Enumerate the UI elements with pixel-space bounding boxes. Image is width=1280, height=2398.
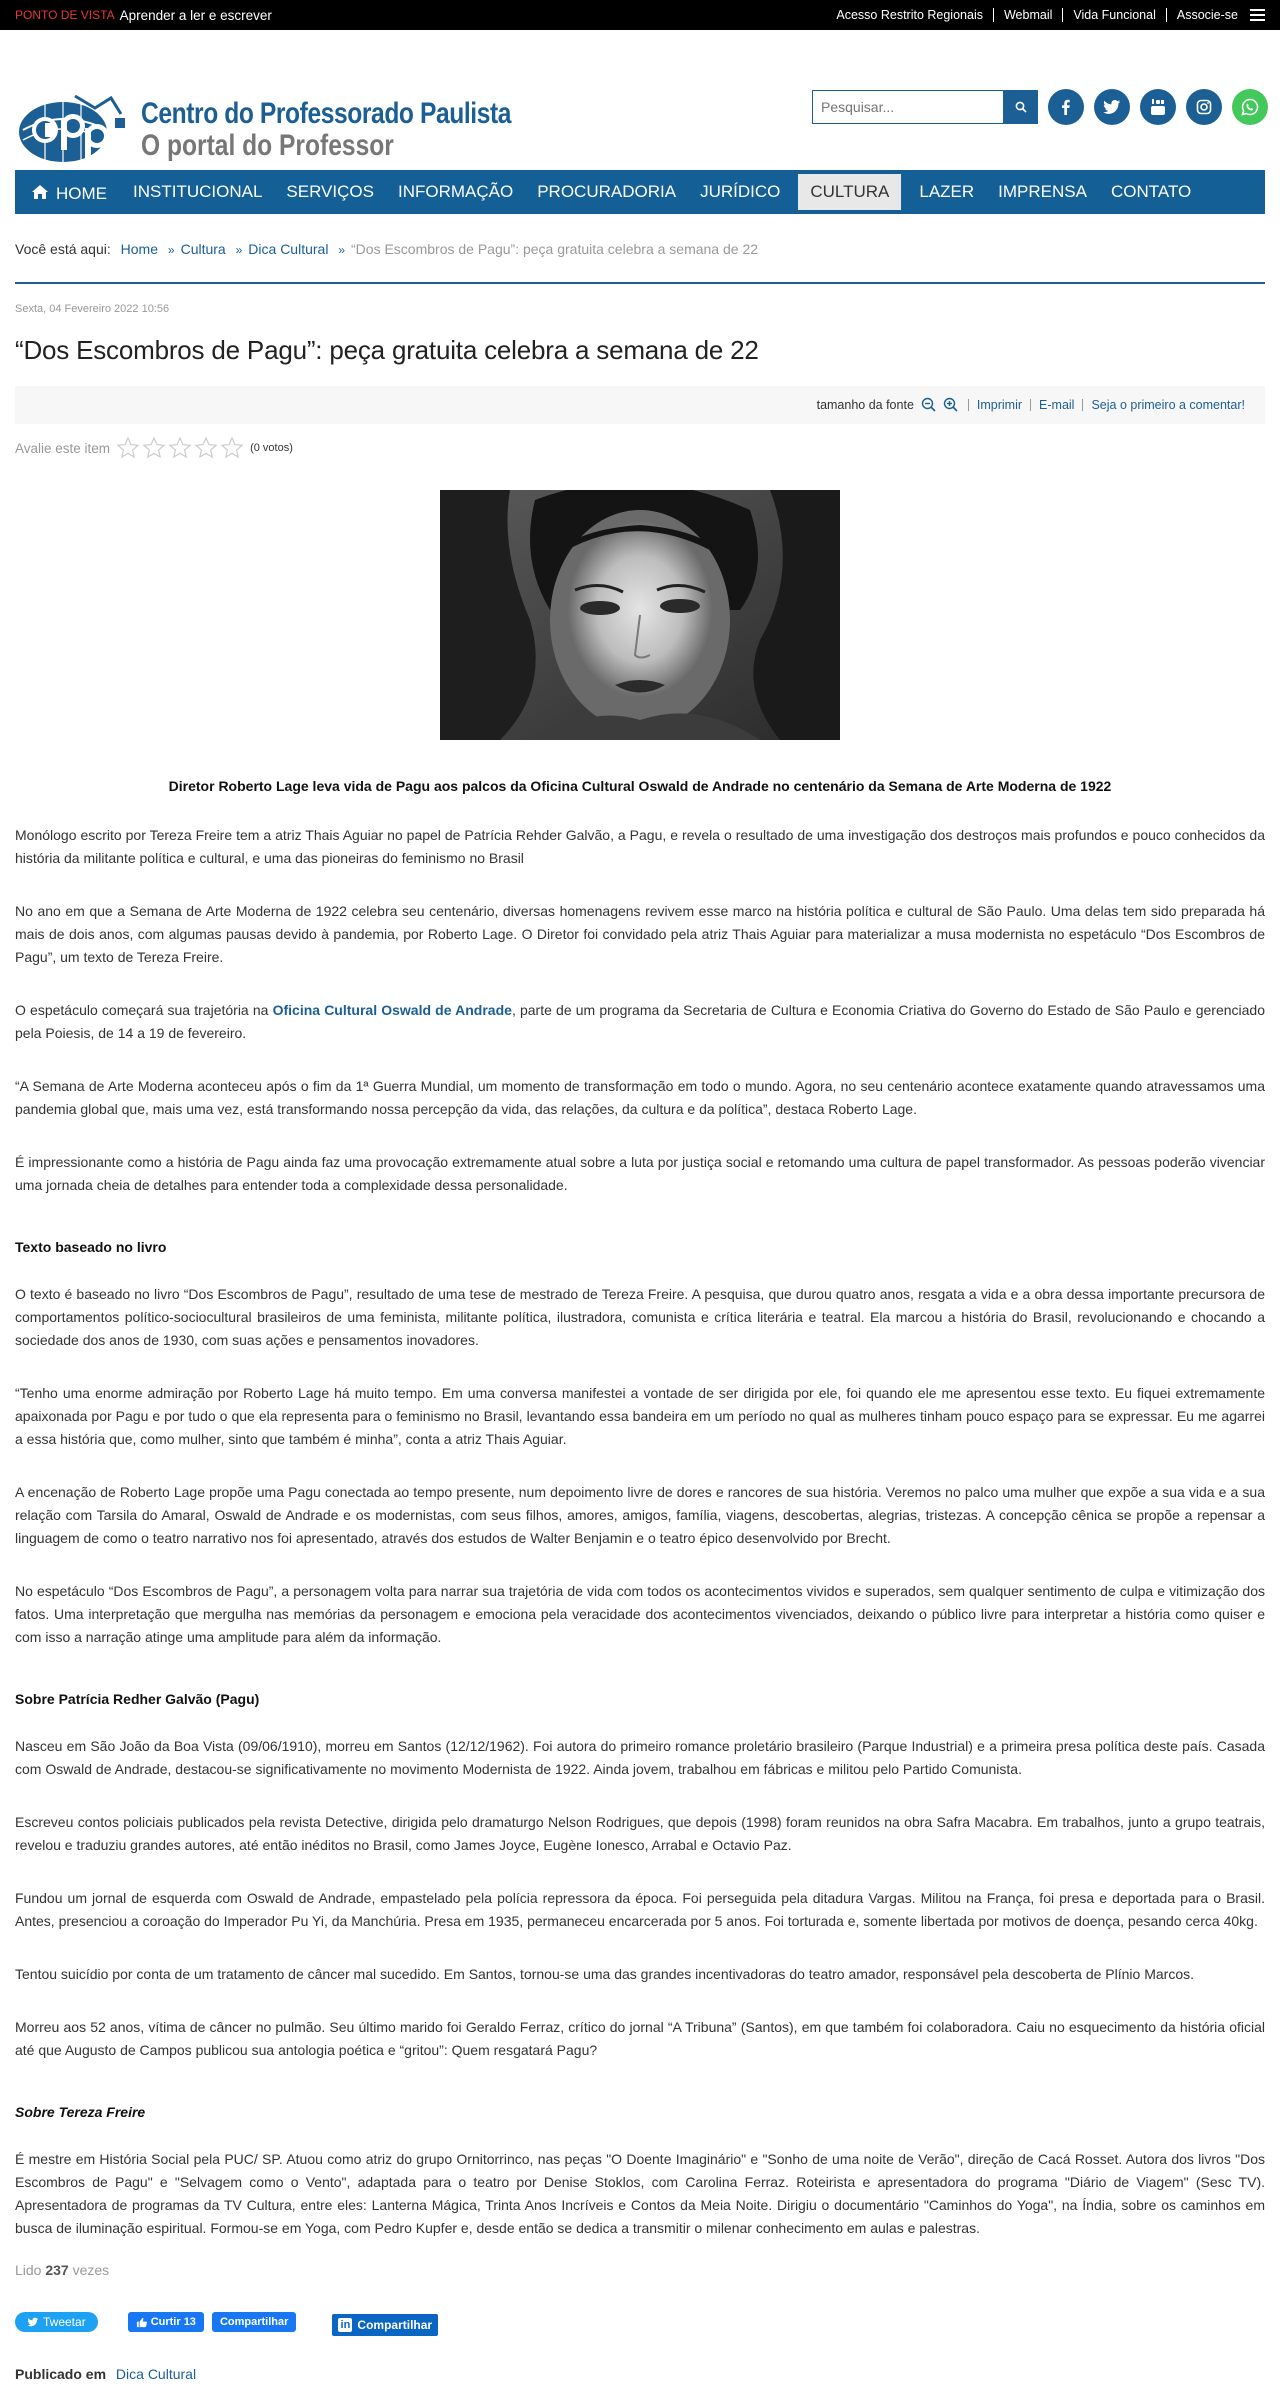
facebook-like-button[interactable] [128, 2312, 204, 2332]
tweet-button[interactable] [15, 2312, 98, 2332]
linkedin-icon: in [338, 2318, 352, 2332]
article-date: Sexta, 04 Fevereiro 2022 10:56 [15, 303, 170, 315]
nav-item-informacao[interactable]: INFORMAÇÃO [397, 182, 514, 201]
hits-label: Lido [15, 2262, 42, 2278]
paragraph: Escreveu contos policiais publicados pela revista Detective, dirigida pelo dramaturgo Nelson Rodrigues, que depois (1998) foram reunidos na obra Safra Macabra. Em trabalhos, junto a grupo teatrais, revelou e traduziu grandes autores, até então inéditos no Brasil, como James Joyce, Eugène Ionesco, Arrabal e Octavio Paz. [15, 1814, 1265, 1853]
nav-item-cultura[interactable]: CULTURA [798, 174, 901, 210]
published-category-link[interactable]: Dica Cultural [115, 2366, 197, 2382]
like-label: Curtir 13 [150, 2316, 196, 2328]
twitter-icon [27, 2317, 39, 2327]
logo-title: Centro do Professorado Paulista [141, 97, 512, 130]
site-header [0, 30, 1280, 170]
published-in [15, 2366, 1265, 2398]
paragraph: Monólogo escrito por Tereza Freire tem a atriz Thais Aguiar no papel de Patrícia Rehder Galvão, a Pagu, e revela o resultado de uma investigação dos destroços mais profundos e pouco conhecidos da história da militante política e cultural, e uma das pioneiras do feminismo no Brasil [15, 827, 1265, 866]
rating-votes: (0 votos) [250, 442, 293, 454]
article-body [15, 824, 1265, 2240]
nav-label-home: HOME [56, 184, 107, 203]
breadcrumb-separator: » [167, 243, 175, 257]
logo-subtitle: O portal do Professor [141, 129, 394, 162]
search-icon [1015, 101, 1027, 113]
paragraph-text: , parte de um programa da Secretaria de Cultura e Economia Criativa do Governo do Estado de São Paulo e gerenciado pela Poiesis, de 14 a 19 de fevereiro. [15, 1002, 1266, 1041]
font-size-controls [817, 396, 968, 414]
article-image-wrap [15, 490, 1265, 740]
nav-item-juridico[interactable]: JURÍDICO [700, 182, 781, 201]
zoom-in-icon[interactable] [942, 396, 960, 414]
share-buttons [15, 2308, 1265, 2336]
oficina-cultural-link[interactable]: Oficina Cultural Oswald de Andrade [272, 1002, 512, 1018]
article-tools [15, 386, 1265, 424]
breadcrumb-separator: » [338, 243, 346, 257]
rating-stars [116, 436, 246, 460]
paragraph-text: O espetáculo começará sua trajetória na [15, 1002, 273, 1018]
logo-text [141, 99, 592, 161]
article [15, 303, 1265, 2398]
search-form [812, 90, 1038, 124]
email-link[interactable]: E-mail [1030, 399, 1082, 411]
star-icon[interactable] [168, 436, 192, 460]
paragraph: A encenação de Roberto Lage propõe uma Pagu conectada ao tempo presente, num depoimento livre de dores e rancores de sua história. Veremos no palco uma mulher que expõe a sua vida e a sua relação com Tarsila do Amaral, Oswald de Andrade e os modernistas, com seus filhos, amores, amigos, família, viagens, descobertas, alegrias, tristezas. A concepção cênica se propõe a repensar a linguagem de como o teatro narrativo nos foi apresentado, através dos estudos de Walter Benjamin e o teatro épico desenvolvido por Brecht. [15, 1484, 1265, 1546]
paragraph: O texto é baseado no livro “Dos Escombros de Pagu”, resultado de uma tese de mestrado de Tereza Freire. A pesquisa, que durou quatro anos, resgata a vida e a obra dessa importante precursora de comportamentos político-sociocultural brasileiros de uma feminista, militante política, ilustradora, comunista e crítica literária e teatral. Ela marcou a história do Brasil, revolucionando e chocando a sociedade dos anos de 1930, com suas ações e pensamentos inovadores. [15, 1286, 1265, 1348]
zoom-out-icon[interactable] [920, 396, 938, 414]
paragraph: É impressionante como a história de Pagu ainda faz uma provocação extremamente atual sobre a luta por justiça social e retomando uma cultura de papel transformador. As pessoas poderão vivenciar uma jornada cheia de detalhes para entender toda a complexidade dessa personalidade. [15, 1154, 1265, 1193]
ponto-de-vista-link[interactable]: Aprender a ler e escrever [119, 7, 272, 23]
site-logo[interactable] [15, 90, 592, 170]
comment-link[interactable]: Seja o primeiro a comentar! [1082, 399, 1253, 411]
hamburger-menu-icon[interactable] [1250, 9, 1265, 21]
cpp-logo-icon [15, 90, 133, 170]
search-input[interactable] [812, 90, 1004, 124]
breadcrumb-current: “Dos Escombros de Pagu”: peça gratuita celebra a semana de 22 [351, 241, 759, 257]
font-size-label: tamanho da fonte [816, 398, 914, 412]
section-heading: Sobre Patrícia Redher Galvão (Pagu) [15, 1691, 260, 1707]
print-link[interactable]: Imprimir [968, 399, 1030, 411]
nav-item-contato[interactable]: CONTATO [1110, 182, 1192, 201]
breadcrumb-dica-cultural[interactable]: Dica Cultural [248, 241, 329, 257]
top-bar-links [826, 8, 1265, 22]
paragraph: “Tenho uma enorme admiração por Roberto Lage há muito tempo. Em uma conversa manifestei a vontade de ser dirigida por ele, foi quando ele me apresentou esse texto. Eu fiquei extremamente apaixonada por Pagu e por tudo o que ela representa para o feminismo no Brasil, levantando essa bandeira em um período no qual as mulheres tinham pouco espaço para se expressar. Eu me agarrei a essa história que, como mulher, sinto que também é minha”, conta a atriz Thais Aguiar. [15, 1385, 1265, 1447]
section-heading: Sobre Tereza Freire [15, 2104, 146, 2120]
youtube-icon[interactable] [1140, 89, 1176, 125]
paragraph: Morreu aos 52 anos, vítima de câncer no pulmão. Seu último marido foi Geraldo Ferraz, crítico do jornal “A Tribuna” (Santos), em que também foi colaboradora. Caiu no esquecimento da história oficial até que Augusto de Campos publicou sua antologia poética e “gritou”: Quem resgatará Pagu? [15, 2019, 1265, 2058]
star-icon[interactable] [116, 436, 140, 460]
hits-count: 237 [45, 2262, 69, 2278]
star-icon[interactable] [220, 436, 244, 460]
article-title: “Dos Escombros de Pagu”: peça gratuita celebra a semana de 22 [15, 335, 759, 365]
paragraph: Nasceu em São João da Boa Vista (09/06/1910), morreu em Santos (12/12/1962). Foi autora do primeiro romance proletário brasileiro (Parque Industrial) e a primeira presa política deste país. Casada com Oswald de Andrade, destacou-se significativamente no movimento Modernista de 1922. Ainda jovem, trabalhou em fábricas e militou pelo Partido Comunista. [15, 1738, 1265, 1777]
nav-item-home[interactable] [20, 170, 121, 214]
facebook-icon[interactable] [1048, 89, 1084, 125]
acesso-restrito-link[interactable]: Acesso Restrito Regionais [826, 8, 994, 22]
twitter-icon[interactable] [1094, 89, 1130, 125]
social-links [1048, 89, 1268, 125]
nav-item-procuradoria[interactable]: PROCURADORIA [537, 182, 677, 201]
item-rating [15, 436, 1265, 460]
breadcrumb-label: Você está aqui: [15, 241, 111, 257]
nav-item-lazer[interactable]: LAZER [919, 182, 975, 201]
pagu-portrait-image [440, 490, 840, 740]
facebook-share-button[interactable]: Compartilhar [212, 2312, 296, 2332]
breadcrumb-cultura[interactable]: Cultura [180, 241, 226, 257]
star-icon[interactable] [142, 436, 166, 460]
vida-funcional-link[interactable]: Vida Funcional [1063, 8, 1166, 22]
breadcrumb-separator: » [235, 243, 243, 257]
ponto-de-vista-label[interactable]: PONTO DE VISTA [15, 8, 115, 22]
associe-se-link[interactable]: Associe-se [1176, 8, 1238, 22]
paragraph: No espetáculo “Dos Escombros de Pagu”, a personagem volta para narrar sua trajetória de vida com todos os acontecimentos vividos e superados, sem qualquer sentimento de culpa e vitimização dos fatos. Uma interpretação que mergulha nas memórias da personagem e emociona pela veracidade dos acontecimentos vivenciados, deixando o público livre para interpretar a história como quiser e com isso a narração atinge uma amplitude para além da informação. [15, 1583, 1265, 1645]
linkedin-share-label: Compartilhar [357, 2318, 433, 2332]
thumbs-up-icon [136, 2317, 147, 2328]
published-label: Publicado em [15, 2366, 107, 2382]
paragraph: “A Semana de Arte Moderna aconteceu após o fim da 1ª Guerra Mundial, um momento de transformação em todo o mundo. Agora, no seu centenário acontece exatamente quando atravessamos uma pandemia global que, mais uma vez, está transformando nossa percepção da vida, das relações, da cultura e da política”, destaca Roberto Lage. [15, 1078, 1265, 1117]
section-heading: Texto baseado no livro [15, 1239, 167, 1255]
hits-suffix: vezes [72, 2262, 110, 2278]
top-bar [0, 0, 1280, 30]
paragraph: Fundou um jornal de esquerda com Oswald de Andrade, empastelado pela polícia repressora da época. Foi perseguida pela ditadura Vargas. Militou na França, foi presa e deportada para o Brasil. Antes, presenciou a coroação do Imperador Pu Yi, da Manchúria. Presa em 1935, permaneceu encarcerada por 5 anos. Foi torturada e, somente libertada por motivos de doença, pesando cerca 40kg. [15, 1890, 1265, 1929]
webmail-link[interactable]: Webmail [994, 8, 1063, 22]
main-nav [15, 170, 1265, 214]
rating-label: Avalie este item [15, 440, 111, 456]
search-button[interactable] [1004, 90, 1038, 124]
image-caption: Diretor Roberto Lage leva vida de Pagu aos palcos da Oficina Cultural Oswald de Andrade no centenário da Semana de Arte Moderna de 1922 [168, 778, 1112, 794]
paragraph [15, 999, 1265, 1045]
linkedin-share-button[interactable] [332, 2314, 438, 2336]
paragraph: No ano em que a Semana de Arte Moderna de 1922 celebra seu centenário, diversas homenagens revivem esse marco na história política e cultural de São Paulo. Uma delas tem sido preparada há mais de dois anos, com algumas pausas devido à pandemia, por Roberto Lage. O Diretor foi convidado pela atriz Thais Aguiar para materializar a musa modernista no espetáculo “Dos Escombros de Pagu”, um texto de Tereza Freire. [15, 903, 1265, 965]
whatsapp-icon[interactable] [1232, 89, 1268, 125]
star-icon[interactable] [194, 436, 218, 460]
top-bar-left [15, 8, 272, 23]
nav-item-servicos[interactable]: SERVIÇOS [286, 182, 374, 201]
tweet-label: Tweetar [43, 2315, 86, 2329]
paragraph: É mestre em História Social pela PUC/ SP. Atuou como atriz do grupo Ornitorrinco, nas peças "O Doente Imaginário" e "Sonho de uma noite de Verão", direção de Cacá Rosset. Autora dos livros "Dos Escombros de Pagu" e "Selvagem como o Vento", adaptada para o teatro por Denise Stoklos, com Carolina Ferraz. Roteirista e apresentadora do programa "Diário de Viagem" (Sesc TV). Apresentadora de programas da TV Cultura, entre eles: Lanterna Mágica, Trinta Anos Incríveis e Contos da Meia Noite. Dirigiu o documentário "Caminhos do Yoga", na Índia, sobre os caminhos em busca de iluminação espiritual. Formou-se em Yoga, com Pedro Kupfer e, desde então se dedica a transmitir o milenar conhecimento em aulas e palestras. [15, 2151, 1265, 2236]
home-icon [32, 185, 48, 199]
nav-item-imprensa[interactable]: IMPRENSA [998, 182, 1087, 201]
paragraph: Tentou suicídio por conta de um tratamento de câncer mal sucedido. Em Santos, tornou-se uma das grandes incentivadoras do teatro amador, responsável pela descoberta de Plínio Marcos. [15, 1966, 1195, 1982]
breadcrumb-home[interactable]: Home [120, 241, 158, 257]
read-count [15, 2262, 1265, 2278]
nav-item-institucional[interactable]: INSTITUCIONAL [133, 182, 263, 201]
instagram-icon[interactable] [1186, 89, 1222, 125]
breadcrumb [15, 214, 1265, 284]
